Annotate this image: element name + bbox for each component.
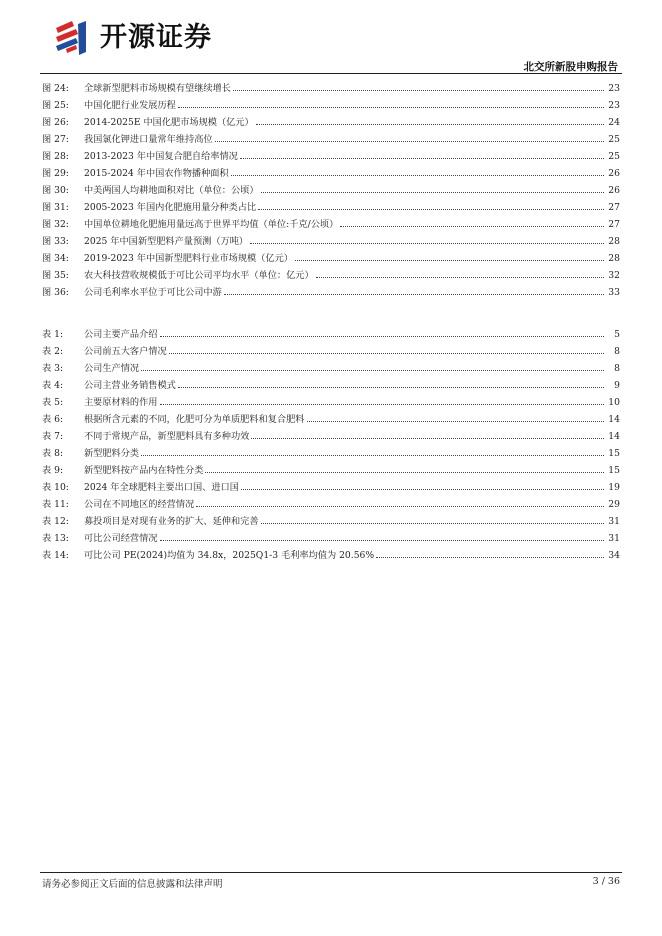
dot-leader [141, 370, 604, 371]
dot-leader [160, 336, 605, 337]
dot-leader [215, 141, 604, 142]
entry-page: 15 [608, 448, 620, 459]
entry-title: 全球新型肥料市场规模有望继续增长 [84, 83, 231, 94]
entry-title: 新型肥料按产品内在特性分类 [84, 465, 204, 476]
entry-title: 2015-2024 年中国农作物播种面积 [84, 168, 229, 179]
figure-entry[interactable] [42, 250, 620, 267]
dot-leader [251, 438, 604, 439]
dot-leader [233, 90, 604, 91]
figure-entry[interactable] [42, 165, 620, 182]
entry-page: 27 [608, 202, 620, 213]
entry-page: 26 [608, 168, 620, 179]
table-entry[interactable] [42, 326, 620, 343]
entry-page: 24 [608, 117, 620, 128]
table-entry[interactable] [42, 360, 620, 377]
figure-entry[interactable] [42, 284, 620, 301]
entry-title: 公司在不同地区的经营情况 [84, 499, 195, 510]
table-entry[interactable] [42, 445, 620, 462]
figure-entry[interactable] [42, 80, 620, 97]
table-entry[interactable] [42, 377, 620, 394]
dot-leader [160, 540, 605, 541]
entry-page: 25 [608, 151, 620, 162]
entry-title: 我国氯化钾进口量常年维持高位 [84, 134, 213, 145]
entry-label: 表 6: [42, 414, 64, 425]
entry-label: 图 32: [42, 219, 69, 230]
entry-page: 15 [608, 465, 620, 476]
logo-mark-icon [52, 18, 92, 58]
entry-title: 根据所含元素的不同，化肥可分为单质肥料和复合肥料 [84, 414, 305, 425]
table-entry[interactable] [42, 411, 620, 428]
figure-entry[interactable] [42, 182, 620, 199]
dot-leader [141, 455, 604, 456]
entry-label: 表 8: [42, 448, 64, 459]
entry-page: 28 [608, 236, 620, 247]
entry-label: 图 34: [42, 253, 69, 264]
dot-leader [307, 421, 605, 422]
entry-page: 25 [608, 134, 620, 145]
entry-title: 中国化肥行业发展历程 [84, 100, 176, 111]
table-entry[interactable] [42, 530, 620, 547]
entry-page: 34 [608, 550, 620, 561]
header-divider [40, 73, 622, 74]
entry-page: 8 [614, 346, 620, 357]
dot-leader [240, 158, 604, 159]
figure-entry[interactable] [42, 267, 620, 284]
figure-entry[interactable] [42, 131, 620, 148]
entry-page: 14 [608, 414, 620, 425]
entry-title: 可比公司 PE(2024)均值为 34.8x，2025Q1-3 毛利率均值为 20.56% [84, 550, 375, 561]
entry-label: 表 9: [42, 465, 64, 476]
entry-label: 表 11: [42, 499, 69, 510]
entry-page: 26 [608, 185, 620, 196]
entry-page: 19 [608, 482, 620, 493]
entry-title: 公司毛利率水平位于可比公司中游 [84, 287, 222, 298]
entry-title: 募投项目是对现有业务的扩大、延伸和完善 [84, 516, 259, 527]
page-number: 3 / 36 [592, 876, 620, 887]
entry-page: 32 [608, 270, 620, 281]
entry-page: 28 [608, 253, 620, 264]
dot-leader [316, 277, 604, 278]
entry-label: 图 28: [42, 151, 69, 162]
entry-label: 图 30: [42, 185, 69, 196]
table-entry[interactable] [42, 496, 620, 513]
figure-entry[interactable] [42, 199, 620, 216]
entry-page: 5 [614, 329, 620, 340]
entry-label: 表 14: [42, 550, 69, 561]
entry-label: 表 13: [42, 533, 69, 544]
entry-title: 中国单位耕地化肥施用量远高于世界平均值（单位:千克/公顷） [84, 219, 339, 230]
dot-leader [340, 226, 604, 227]
entry-page: 27 [608, 219, 620, 230]
dot-leader [160, 404, 605, 405]
entry-label: 图 27: [42, 134, 69, 145]
entry-label: 表 1: [42, 329, 64, 340]
dot-leader [231, 175, 604, 176]
entry-title: 不同于常规产品，新型肥料具有多种功效 [84, 431, 250, 442]
table-list [42, 326, 620, 564]
dot-leader [196, 506, 604, 507]
figure-entry[interactable] [42, 114, 620, 131]
entry-label: 图 33: [42, 236, 69, 247]
entry-title: 2025 年中国新型肥料产量预测（万吨） [84, 236, 249, 247]
entry-page: 14 [608, 431, 620, 442]
figure-list [42, 80, 620, 301]
entry-title: 2005-2023 年国内化肥施用量分种类占比 [84, 202, 257, 213]
entry-label: 表 3: [42, 363, 64, 374]
entry-label: 图 31: [42, 202, 69, 213]
entry-title: 新型肥料分类 [84, 448, 140, 459]
entry-label: 图 35: [42, 270, 69, 281]
dot-leader [250, 243, 604, 244]
figure-entry[interactable] [42, 148, 620, 165]
entry-page: 23 [608, 100, 620, 111]
entry-title: 2013-2023 年中国复合肥自给率情况 [84, 151, 238, 162]
entry-label: 图 36: [42, 287, 69, 298]
entry-label: 表 4: [42, 380, 64, 391]
entry-page: 23 [608, 83, 620, 94]
dot-leader [376, 557, 604, 558]
table-entry[interactable] [42, 547, 620, 564]
figure-entry[interactable] [42, 233, 620, 250]
entry-title: 公司生产情况 [84, 363, 140, 374]
table-entry[interactable] [42, 479, 620, 496]
table-entry[interactable] [42, 394, 620, 411]
entry-title: 可比公司经营情况 [84, 533, 158, 544]
dot-leader [258, 209, 604, 210]
dot-leader [205, 472, 604, 473]
report-type: 北交所新股申购报告 [523, 61, 618, 73]
entry-title: 公司主营业务销售模式 [84, 380, 176, 391]
dot-leader [224, 294, 604, 295]
dot-leader [169, 353, 604, 354]
entry-page: 9 [614, 380, 620, 391]
entry-title: 中美两国人均耕地面积对比（单位：公顷） [84, 185, 259, 196]
entry-page: 31 [608, 516, 620, 527]
dot-leader [261, 523, 604, 524]
dot-leader [295, 260, 604, 261]
figure-entry[interactable] [42, 97, 620, 114]
dot-leader [178, 387, 604, 388]
footer-disclaimer: 请务必参阅正文后面的信息披露和法律声明 [42, 879, 223, 890]
entry-label: 表 5: [42, 397, 64, 408]
table-entry[interactable] [42, 428, 620, 445]
entry-label: 表 2: [42, 346, 64, 357]
entry-label: 图 26: [42, 117, 69, 128]
entry-label: 图 24: [42, 83, 69, 94]
entry-title: 2024 年全球肥料主要出口国、进口国 [84, 482, 239, 493]
figure-entry[interactable] [42, 216, 620, 233]
entry-page: 29 [608, 499, 620, 510]
entry-title: 农大科技营收规模低于可比公司平均水平（单位：亿元） [84, 270, 314, 281]
entry-label: 表 7: [42, 431, 64, 442]
dot-leader [256, 124, 604, 125]
entry-title: 2014-2025E 中国化肥市场规模（亿元） [84, 117, 254, 128]
entry-title: 公司前五大客户情况 [84, 346, 167, 357]
entry-label: 图 29: [42, 168, 69, 179]
entry-page: 8 [614, 363, 620, 374]
entry-label: 表 10: [42, 482, 69, 493]
entry-title: 公司主要产品介绍 [84, 329, 158, 340]
entry-label: 表 12: [42, 516, 69, 527]
company-logo [52, 18, 212, 58]
table-entry[interactable] [42, 462, 620, 479]
table-entry[interactable] [42, 343, 620, 360]
dot-leader [178, 107, 604, 108]
footer-divider [40, 872, 622, 873]
table-entry[interactable] [42, 513, 620, 530]
entry-title: 2019-2023 年中国新型肥料行业市场规模（亿元） [84, 253, 293, 264]
entry-page: 33 [608, 287, 620, 298]
entry-page: 31 [608, 533, 620, 544]
dot-leader [241, 489, 604, 490]
entry-page: 10 [608, 397, 620, 408]
entry-label: 图 25: [42, 100, 69, 111]
dot-leader [261, 192, 604, 193]
company-name: 开源证券 [100, 22, 212, 53]
entry-title: 主要原材料的作用 [84, 397, 158, 408]
